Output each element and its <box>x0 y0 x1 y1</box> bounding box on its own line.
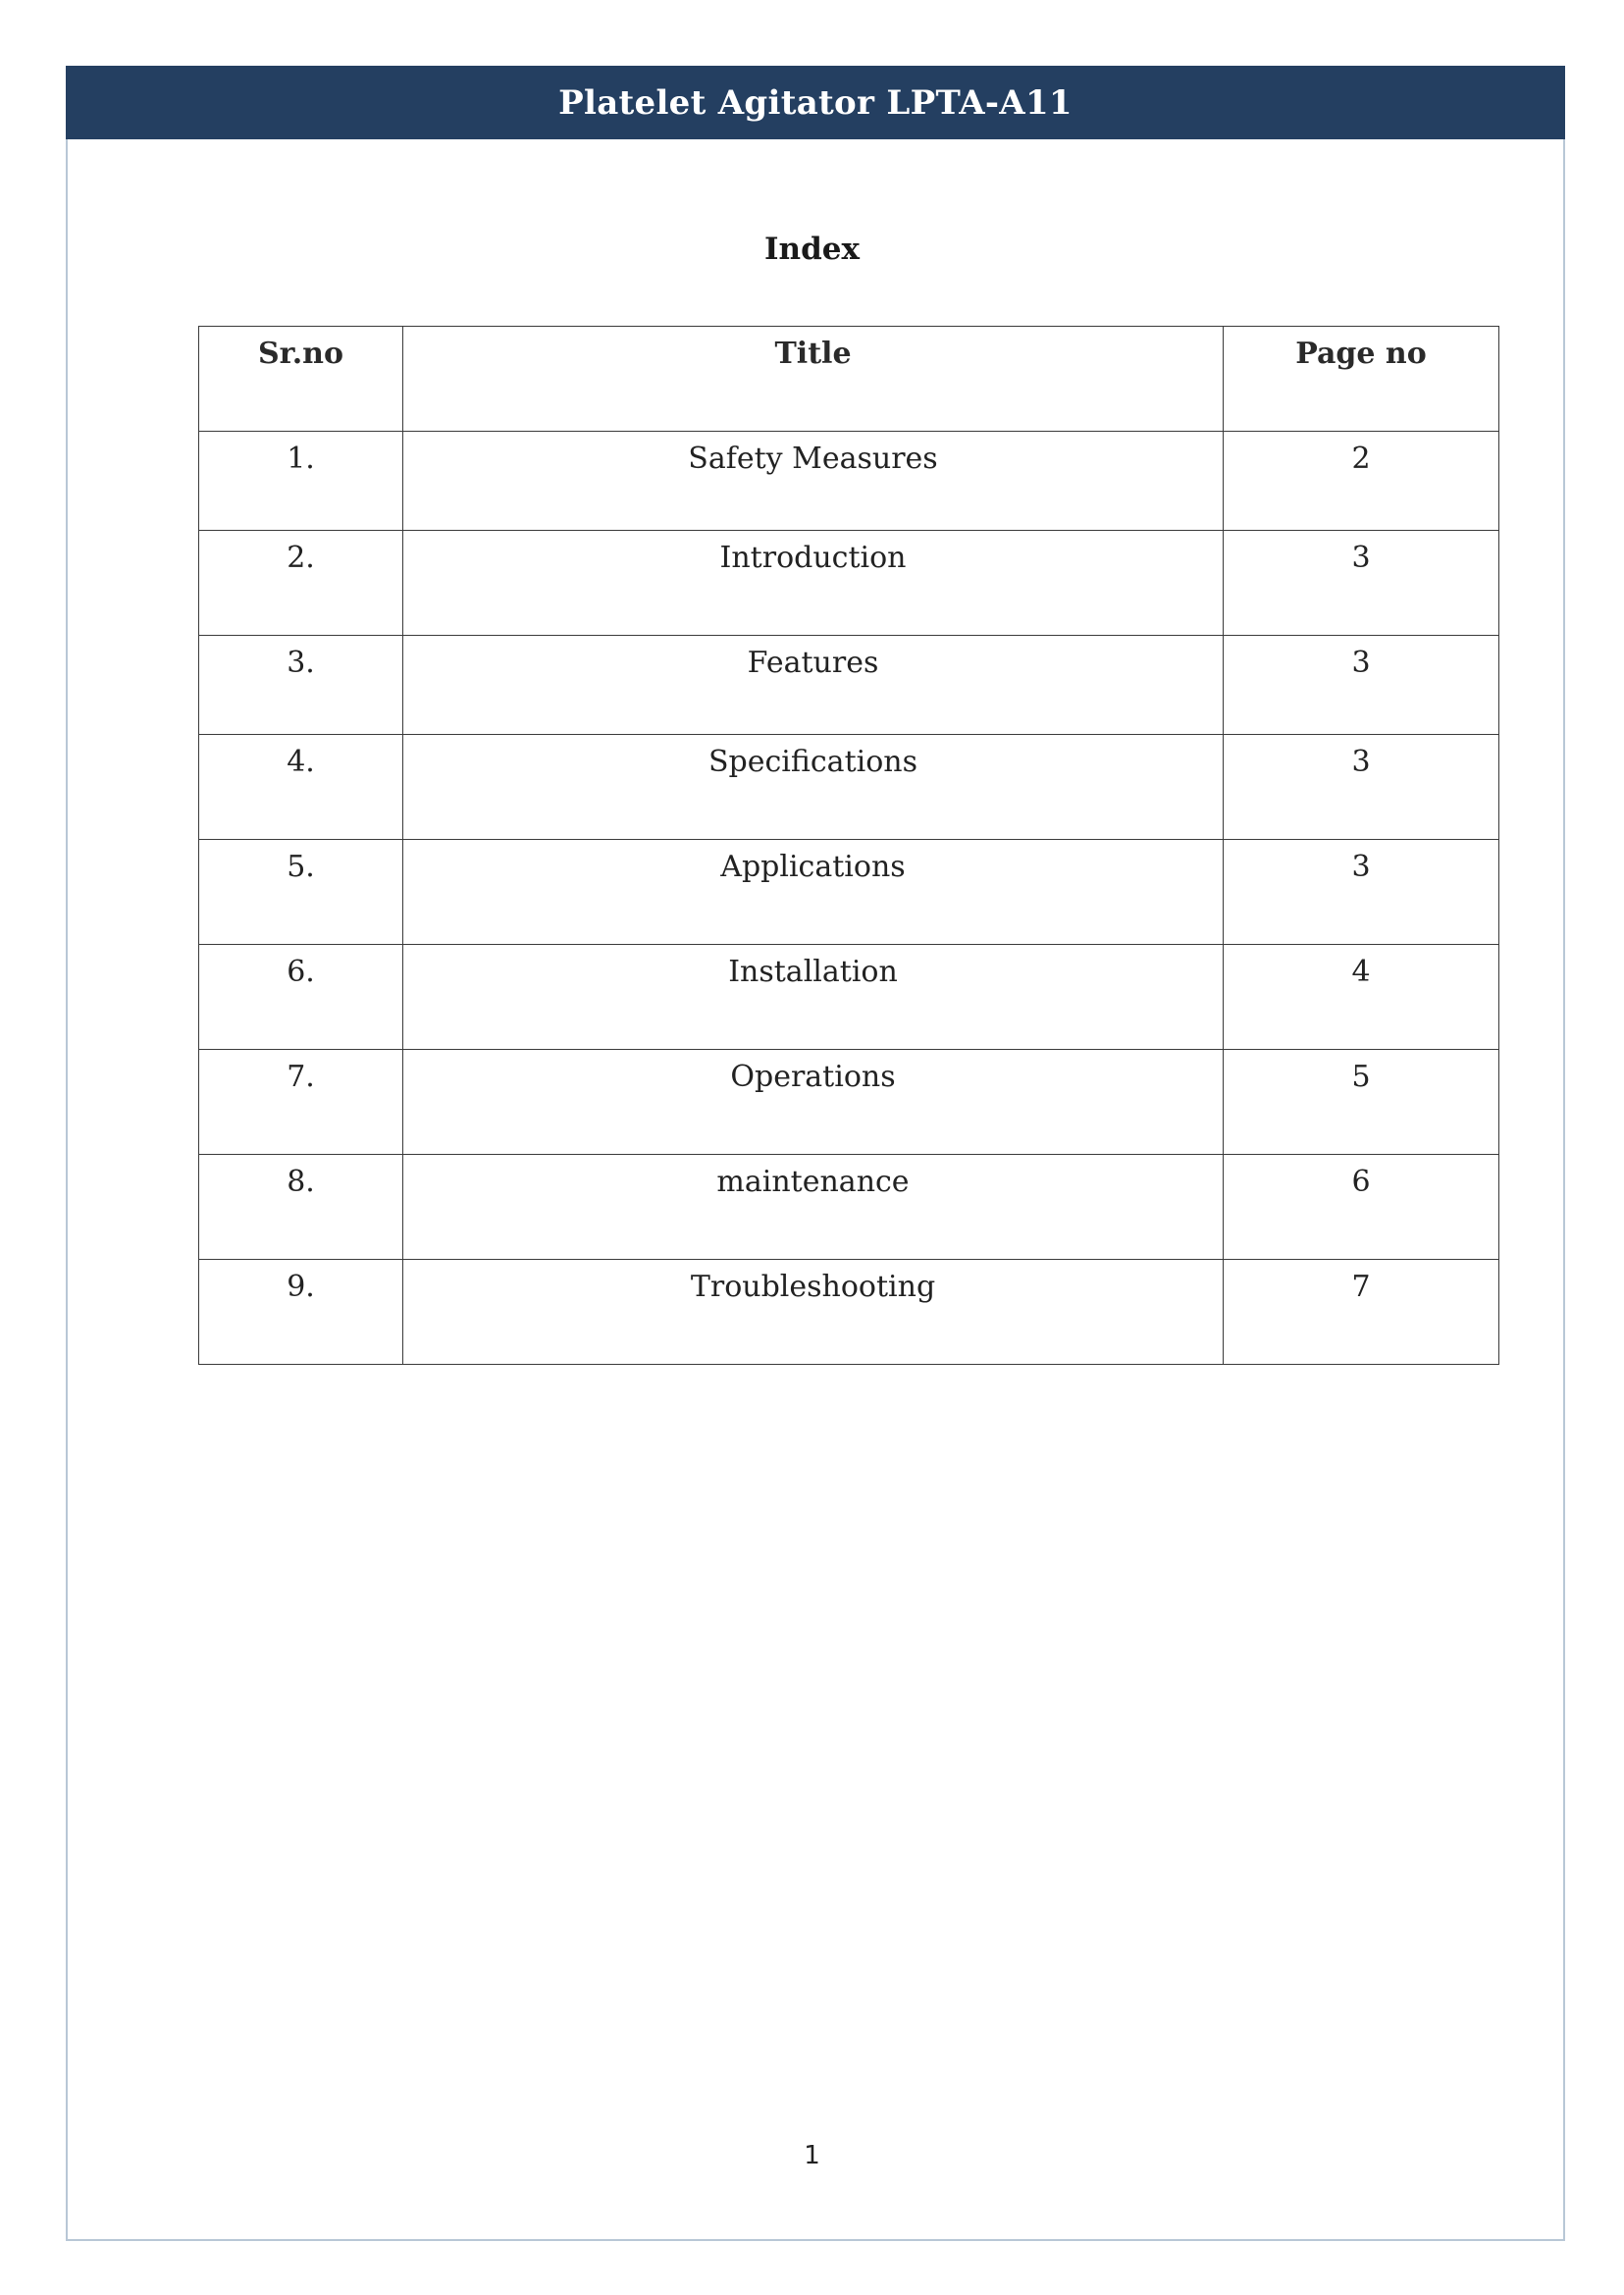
index-heading: Index <box>764 232 860 267</box>
index-table <box>198 326 1499 1365</box>
cell-sr-no: 4. <box>199 735 403 840</box>
table-row <box>199 840 1499 945</box>
cell-sr-no: 8. <box>199 1155 403 1260</box>
cell-page-no: 3 <box>1224 735 1499 840</box>
cell-title: Applications <box>403 840 1224 945</box>
table-row <box>199 432 1499 531</box>
cell-title: Troubleshooting <box>403 1260 1224 1365</box>
cell-sr-no: 6. <box>199 945 403 1050</box>
column-header-page-no: Page no <box>1224 327 1499 432</box>
cell-page-no: 3 <box>1224 636 1499 735</box>
cell-page-no: 3 <box>1224 840 1499 945</box>
cell-sr-no: 7. <box>199 1050 403 1155</box>
table-row <box>199 735 1499 840</box>
cell-sr-no: 5. <box>199 840 403 945</box>
header-bar <box>66 66 1565 139</box>
table-row <box>199 531 1499 636</box>
cell-page-no: 4 <box>1224 945 1499 1050</box>
cell-page-no: 3 <box>1224 531 1499 636</box>
table-row <box>199 1260 1499 1365</box>
table-row <box>199 945 1499 1050</box>
cell-title: Features <box>403 636 1224 735</box>
table-header-row <box>199 327 1499 432</box>
cell-sr-no: 2. <box>199 531 403 636</box>
column-header-sr-no: Sr.no <box>199 327 403 432</box>
cell-page-no: 5 <box>1224 1050 1499 1155</box>
cell-page-no: 2 <box>1224 432 1499 531</box>
cell-page-no: 7 <box>1224 1260 1499 1365</box>
cell-sr-no: 1. <box>199 432 403 531</box>
cell-title: Installation <box>403 945 1224 1050</box>
table-row <box>199 1050 1499 1155</box>
cell-title: Safety Measures <box>403 432 1224 531</box>
cell-title: maintenance <box>403 1155 1224 1260</box>
cell-title: Operations <box>403 1050 1224 1155</box>
document-title: Platelet Agitator LPTA-A11 <box>558 82 1073 123</box>
cell-title: Introduction <box>403 531 1224 636</box>
cell-title: Specifications <box>403 735 1224 840</box>
table-row <box>199 1155 1499 1260</box>
cell-page-no: 6 <box>1224 1155 1499 1260</box>
column-header-title: Title <box>403 327 1224 432</box>
page-number: 1 <box>804 2141 820 2170</box>
cell-sr-no: 9. <box>199 1260 403 1365</box>
table-row <box>199 636 1499 735</box>
cell-sr-no: 3. <box>199 636 403 735</box>
